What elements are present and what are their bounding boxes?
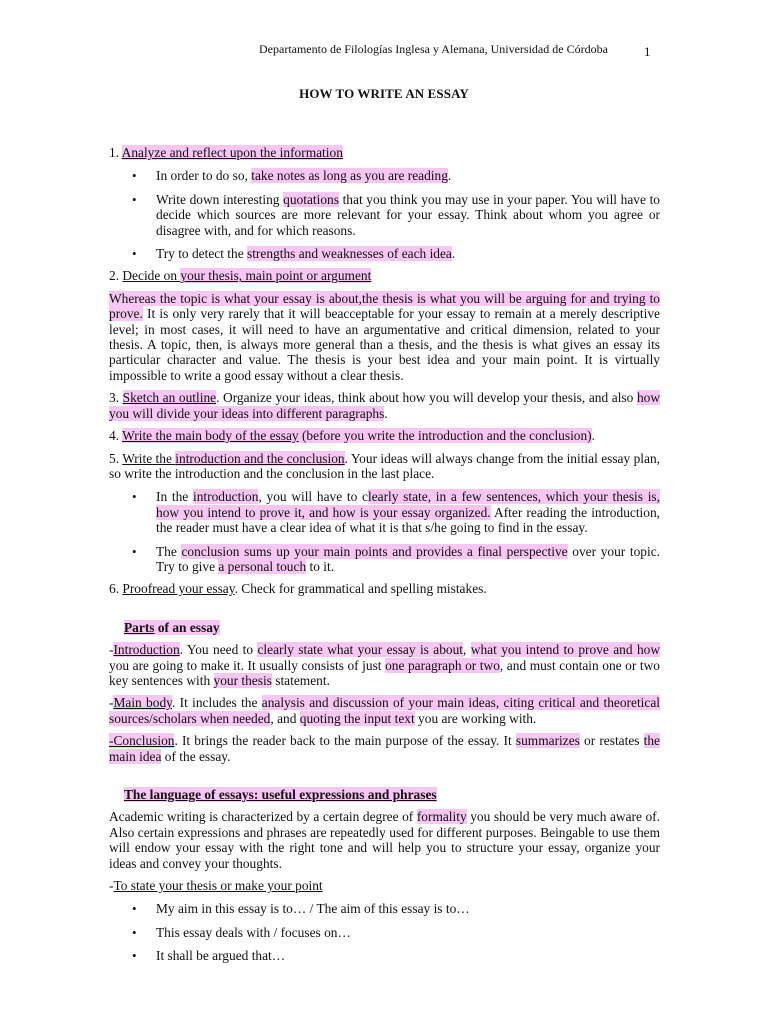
step-6-paragraph: 6. Proofread your essay. Check for grammatical and spelling mistakes. (109, 581, 487, 597)
step-5-paragraph: 5. Write the introduction and the conclusion. Your ideas will always change from the initial essay plan, so write the introduction and the conclusion in the last place. (109, 450, 660, 481)
step-3-title: Sketch an outline (122, 390, 217, 406)
department-name: Departamento de Filologías Inglesa y Alemana, Universidad de Córdoba (259, 42, 608, 56)
list-item: • Try to detect the strengths and weaknesses of each idea. (109, 246, 660, 261)
page-number: 1 (644, 44, 651, 59)
step-2-title: Decide on (122, 268, 181, 284)
language-paragraph: Academic writing is characterized by a certain degree of formality you should be very much aware of. Also certain expressions and phrases are repeatedly used for different purposes. Beingable to use them will endow your essay with the right tone and will help you to structure your essay, organize your ideas and convey your thoughts. (109, 809, 660, 871)
parts-heading: Parts of an essay (124, 619, 220, 635)
step-2-heading: 2. Decide on your thesis, main point or argument (109, 268, 372, 284)
step-1-list (109, 168, 660, 261)
document-title: HOW TO WRITE AN ESSAY (299, 86, 469, 101)
step-2-paragraph: Whereas the topic is what your essay is about,the thesis is what you will be arguing for and trying to prove. It is only very rarely that it will beacceptable for your essay to remain at a merely descriptive level; in most cases, it will need to have an argumentative and critical dimension, related to your thesis. A topic, then, is always more general than a thesis, and the thesis is what gives an essay its particular character and value. The thesis is your best idea and your main point. It is virtually impossible to write a good essay without a clear thesis. (109, 290, 660, 383)
step-1-title: Analyze and reflect upon the information (121, 145, 343, 160)
parts-main-body: -Main body. It includes the analysis and discussion of your main ideas, citing critical and theoretical sources/scholars when needed, and quoting the input text you are working with. (109, 695, 661, 726)
list-item: • Write down interesting quotations that you think you may use in your paper. You will have to decide which sources are more relevant for your essay. Think about whom you agree or disagree with, and for which reasons. (109, 192, 660, 238)
list-item: • The conclusion sums up your main points and provides a final perspective over your topic. Try to give a personal touch to it. (109, 544, 660, 575)
list-item: • It shall be argued that… (109, 948, 660, 963)
thesis-subheading: -To state your thesis or make your point (109, 878, 323, 894)
document-body (109, 145, 660, 964)
language-heading: The language of essays: useful expressions and phrases (124, 787, 437, 802)
step-4-paragraph: 4. Write the main body of the essay (before you write the introduction and the conclusion). (109, 428, 596, 444)
step-6-title: Proofread your essay (122, 581, 235, 597)
parts-conclusion: -Conclusion. It brings the reader back to the main purpose of the essay. It summarizes or restates the main idea of the essay. (109, 733, 660, 764)
step-5-title: Write the (122, 450, 176, 466)
step-1-heading: 1. Analyze and reflect upon the information (109, 145, 343, 160)
list-item: • In order to do so, take notes as long as you are reading. (109, 168, 660, 183)
phrases-list (109, 901, 660, 963)
step-4-title: Write the main body of the essay (122, 428, 299, 444)
list-item: • My aim in this essay is to… / The aim of this essay is to… (109, 901, 660, 916)
parts-introduction: -Introduction. You need to clearly state what your essay is about, what you intend to prove and how you are going to make it. It usually consists of just one paragraph or two, and must contain one or two key sentences with your thesis statement. (109, 642, 661, 688)
list-item: • This essay deals with / focuses on… (109, 925, 660, 940)
step-5-list (109, 489, 660, 574)
list-item: • In the introduction, you will have to clearly state, in a few sentences, which your thesis is, how you intend to prove it, and how is your essay organized. After reading the introduction, the reader must have a clear idea of what it is that s/he going to find in the essay. (109, 489, 660, 535)
step-3-paragraph: 3. Sketch an outline. Organize your ideas, think about how you will develop your thesis, and also how you will divide your ideas into different paragraphs. (109, 390, 660, 421)
